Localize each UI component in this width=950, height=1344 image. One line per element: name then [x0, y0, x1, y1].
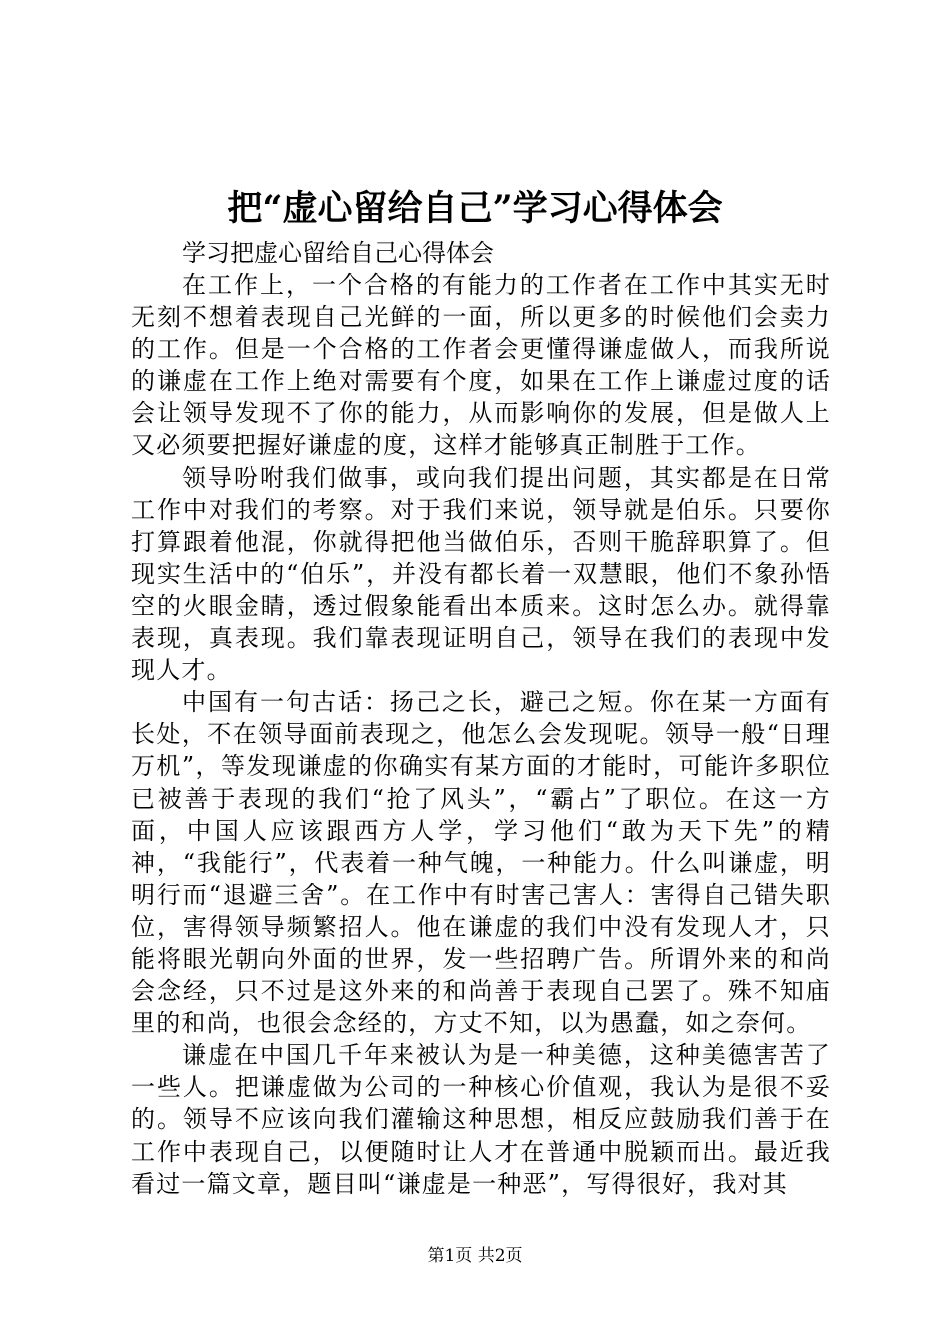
paragraph-2: 领导吩咐我们做事，或向我们提出问题，其实都是在日常工作中对我们的考察。对于我们来说，领导就是伯乐。只要你打算跟着他混，你就得把他当做伯乐，否则干脆辞职算了。但现实生活中的“伯乐”，并没有都长着一双慧眼，他们不象孙悟空的火眼金睛，透过假象能看出本质来。这时怎么办。就得靠表现，真表现。我们靠表现证明自己，领导在我们的表现中发现人才。: [131, 463, 831, 685]
paragraph-1: 在工作上，一个合格的有能力的工作者在工作中其实无时无刻不想着表现自己光鲜的一面，所以更多的时候他们会卖力的工作。但是一个合格的工作者会更懂得谦虚做人，而我所说的谦虚在工作上绝对需要有个度，如果在工作上谦虚过度的话会让领导发现不了你的能力，从而影响你的发展，但是做人上又必须要把握好谦虚的度，这样才能够真正制胜于工作。: [131, 271, 831, 460]
document-body: [131, 237, 831, 1200]
paragraph-3: 中国有一句古话：扬己之长，避己之短。你在某一方面有长处，不在领导面前表现之，他怎么会发现呢。领导一般“日理万机”，等发现谦虚的你确实有某方面的才能时，可能许多职位已被善于表现的我们“抢了风头”，“霸占”了职位。在这一方面，中国人应该跟西方人学，学习他们“敢为天下先”的精神，“我能行”，代表着一种气魄，一种能力。什么叫谦虚，明明行而“退避三舍”。在工作中有时害己害人：害得自己错失职位，害得领导频繁招人。他在谦虚的我们中没有发现人才，只能将眼光朝向外面的世界，发一些招聘广告。所谓外来的和尚会念经，只不过是这外来的和尚善于表现自己罢了。殊不知庙里的和尚，也很会念经的，方丈不知，以为愚蠢，如之奈何。: [131, 688, 831, 1038]
page-number-footer: 第1页 共2页: [427, 1246, 523, 1266]
document-subtitle: 学习把虚心留给自己心得体会: [182, 239, 494, 267]
document-title: 把“虚心留给自己”学习心得体会: [227, 188, 723, 229]
paragraph-4: 谦虚在中国几千年来被认为是一种美德，这种美德害苦了一些人。把谦虚做为公司的一种核心价值观，我认为是很不妥的。领导不应该向我们灌输这种思想，相反应鼓励我们善于在工作中表现自己，以便随时让人才在普通中脱颖而出。最近我看过一篇文章，题目叫“谦虚是一种恶”，写得很好，我对其: [131, 1041, 831, 1198]
